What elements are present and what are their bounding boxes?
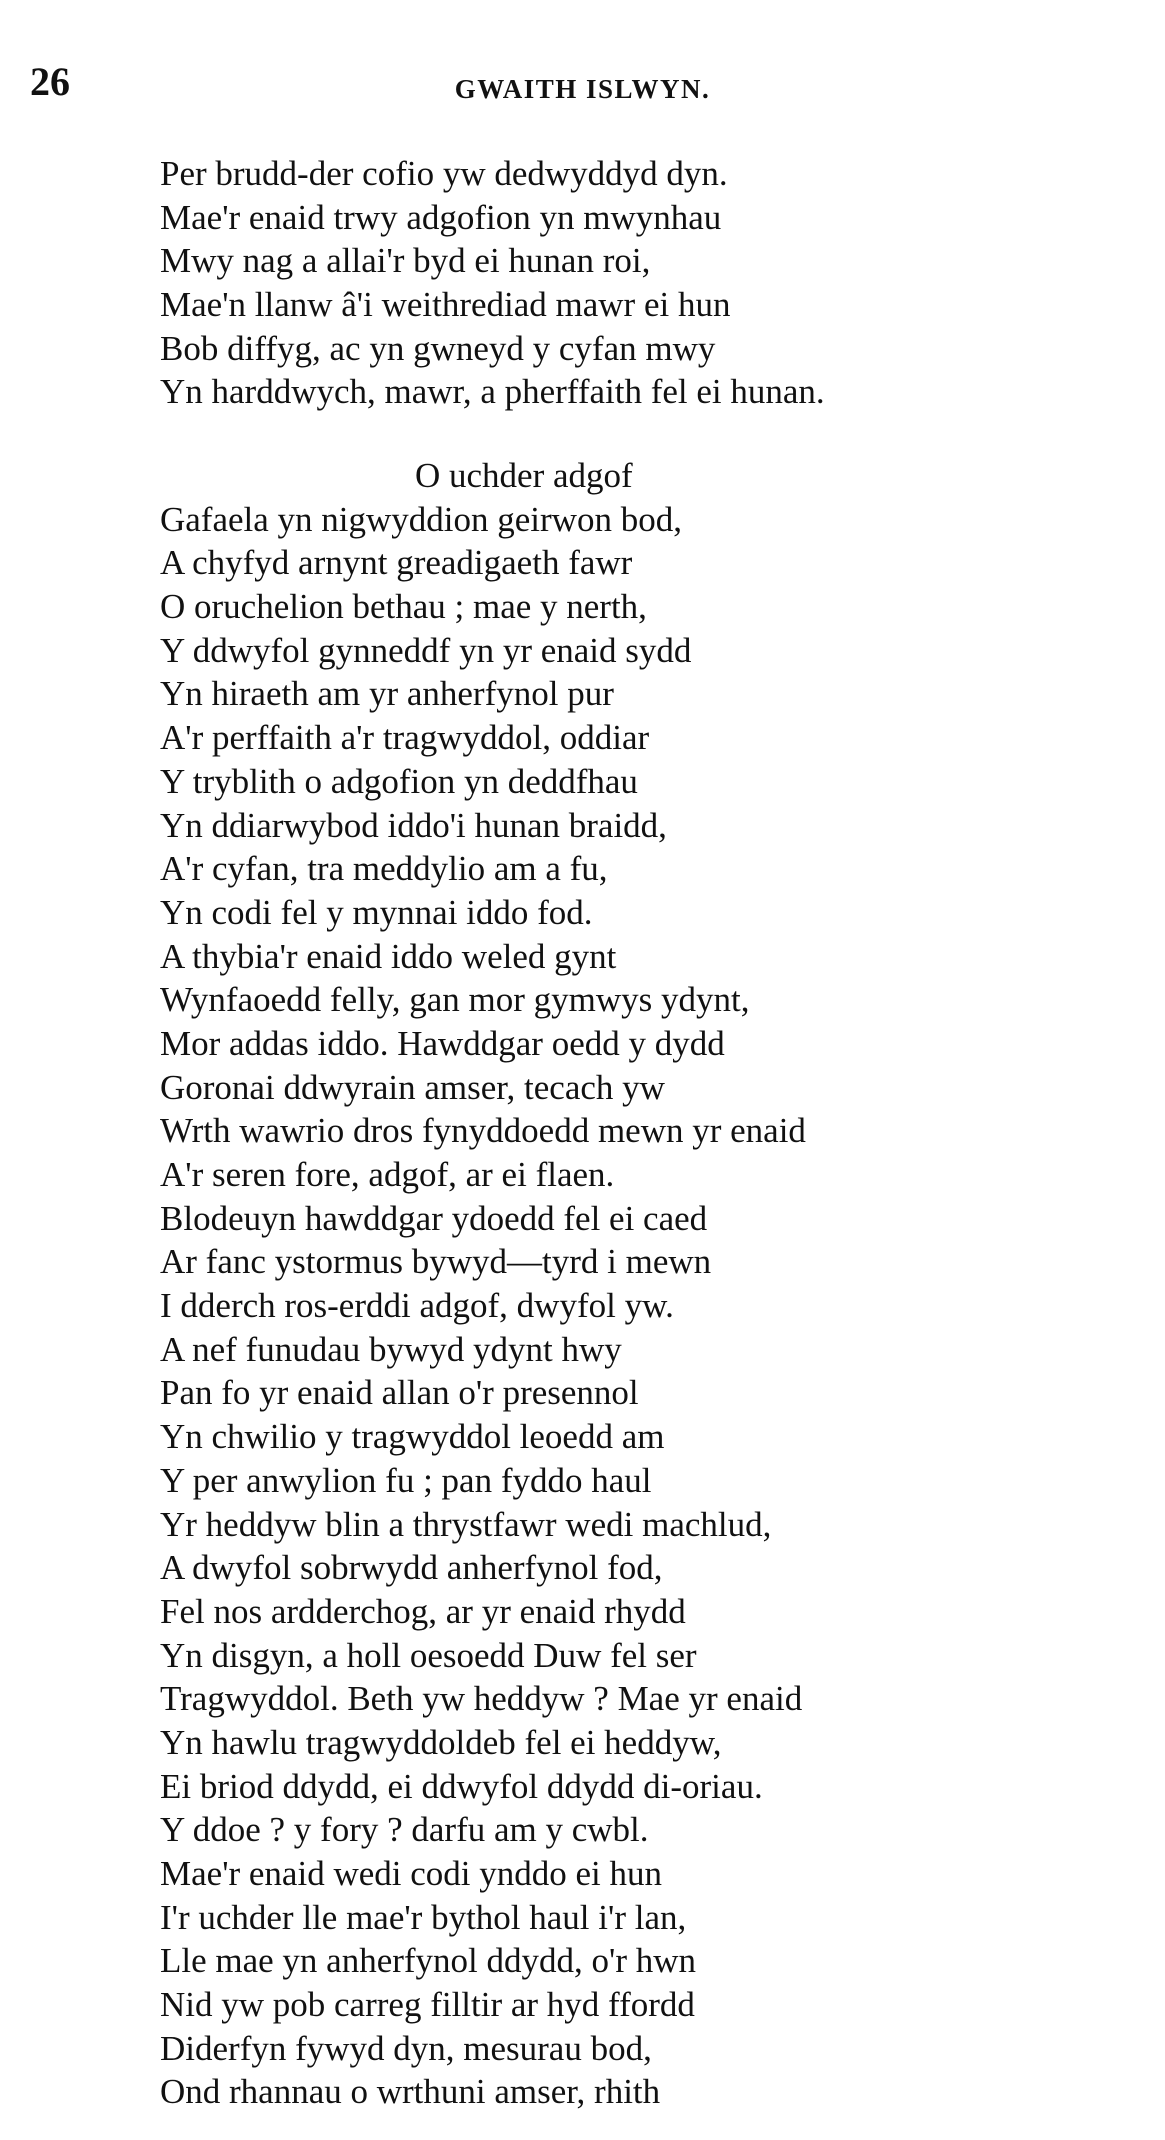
verse-line: Gafaela yn nigwyddion geirwon bod, [160, 499, 682, 539]
verse-line: Yn ddiarwybod iddo'i hunan braidd, [160, 805, 667, 845]
verse-line: Per brudd-der cofio yw dedwyddyd dyn. [160, 154, 728, 193]
verse-line: Yn harddwych, mawr, a pherffaith fel ei hunan. [160, 372, 825, 412]
verse-line: Mor addas iddo. Hawddgar oedd y dydd [160, 1023, 725, 1063]
verse-line: I dderch ros-erddi adgof, dwyfol yw. [160, 1286, 674, 1326]
verse-line: Pan fo yr enaid allan o'r presennol [160, 1373, 639, 1413]
verse-line: Blodeuyn hawddgar ydoedd fel ei caed [160, 1198, 708, 1238]
verse-line: Tragwyddol. Beth yw heddyw ? Mae yr enaid [160, 1679, 803, 1719]
verse-line: Yn hawlu tragwyddoldeb fel ei heddyw, [160, 1722, 722, 1762]
verse-line: Mae'r enaid trwy adgofion yn mwynhau [160, 197, 722, 237]
verse-line: Ei briod ddydd, ei ddwyfol ddydd di-oriau. [160, 1766, 763, 1806]
verse-line: Ar fanc ystormus bywyd—tyrd i mewn [160, 1242, 712, 1282]
verse-line: A thybia'r enaid iddo weled gynt [160, 936, 617, 976]
stanza-1 [160, 152, 825, 414]
verse-line: Bob diffyg, ac yn gwneyd y cyfan mwy [160, 328, 716, 368]
verse-line: A'r perffaith a'r tragwyddol, oddiar [160, 718, 650, 758]
verse-line: Y ddoe ? y fory ? darfu am y cwbl. [160, 1810, 649, 1850]
verse-line: Yn codi fel y mynnai iddo fod. [160, 892, 593, 932]
verse-line: Ond rhannau o wrthuni amser, rhith [160, 2072, 661, 2112]
verse-line: Lle mae yn anherfynol ddydd, o'r hwn [160, 1941, 697, 1981]
verse-line: Diderfyn fywyd dyn, mesurau bod, [160, 2028, 652, 2068]
verse-line: A chyfyd arnynt greadigaeth fawr [160, 543, 633, 583]
verse-line: Wrth wawrio dros fynyddoedd mewn yr enaid [160, 1111, 806, 1151]
verse-line: Y per anwylion fu ; pan fyddo haul [160, 1460, 652, 1500]
verse-line: Nid yw pob carreg filltir ar hyd ffordd [160, 1985, 695, 2025]
verse-line: A nef funudau bywyd ydynt hwy [160, 1329, 622, 1369]
verse-line-opening: O uchder adgof [415, 456, 633, 495]
verse-line: Fel nos ardderchog, ar yr enaid rhydd [160, 1591, 686, 1631]
verse-line: Goronai ddwyrain amser, tecach yw [160, 1067, 665, 1107]
verse-line: Yn chwilio y tragwyddol leoedd am [160, 1417, 665, 1457]
verse-line: Mwy nag a allai'r byd ei hunan roi, [160, 241, 651, 281]
verse-line: A dwyfol sobrwydd anherfynol fod, [160, 1548, 663, 1588]
verse-line: A'r cyfan, tra meddylio am a fu, [160, 849, 608, 889]
verse-line: Mae'r enaid wedi codi ynddo ei hun [160, 1854, 662, 1893]
verse-line: Y ddwyfol gynneddf yn yr enaid sydd [160, 630, 692, 670]
verse-line: Yn disgyn, a holl oesoedd Duw fel ser [160, 1635, 697, 1675]
verse-line: I'r uchder lle mae'r bythol haul i'r lan, [160, 1897, 687, 1937]
verse-line: Wynfaoedd felly, gan mor gymwys ydynt, [160, 980, 750, 1020]
verse-line: Yn hiraeth am yr anherfynol pur [160, 674, 614, 714]
verse-line: A'r seren fore, adgof, ar ei flaen. [160, 1155, 615, 1194]
verse-line: O oruchelion bethau ; mae y nerth, [160, 587, 647, 627]
stanza-2 [160, 454, 806, 2114]
verse-line: Yr heddyw blin a thrystfawr wedi machlud, [160, 1504, 772, 1544]
running-title: GWAITH ISLWYN. [454, 74, 711, 104]
page-number: 26 [30, 59, 70, 104]
verse-line: Y tryblith o adgofion yn deddfhau [160, 761, 638, 801]
verse-line: Mae'n llanw â'i weithrediad mawr ei hun [160, 285, 731, 325]
